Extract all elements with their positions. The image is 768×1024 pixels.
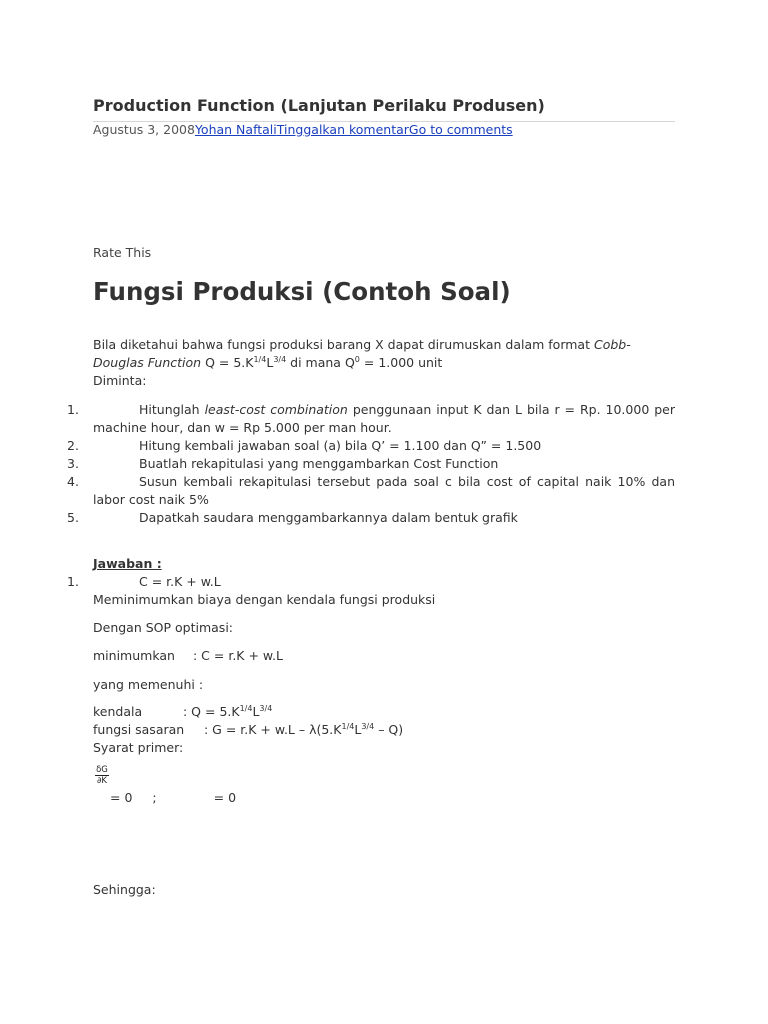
kendala-row: kendala : $Q = 5.K^{1/4}L^{3/4}$ [93, 704, 273, 719]
intro-line-2: Douglas Function $Q = 5.K^{1/4}L^{3/4}$ di mana $Q^0 = 1.000$ unit [93, 355, 443, 370]
list-item: 2. Hitung kembali jawaban soal (a) bila Q’ = 1.100 dan Q” = 1.500 [67, 438, 542, 453]
leave-comment-link[interactable]: Tinggalkan komentar [276, 122, 409, 137]
sehingga-label: Sehingga: [93, 882, 156, 897]
syarat-primer-label: Syarat primer: [93, 740, 184, 755]
answer-eq-1: 1. C = r.K + w.L [67, 574, 221, 589]
post-title: Production Function (Lanjutan Perilaku Produsen) [93, 96, 545, 115]
list-item: 3. Buatlah rekapitulasi yang menggambarkan Cost Function [67, 456, 499, 471]
diminta-label: Diminta: [93, 373, 147, 388]
first-order-conditions: = 0 ; = 0 [110, 790, 237, 805]
fungsi-sasaran-row: fungsi sasaran : $G = r.K + w.L - \lambda(5.K^{1/4}L^{3/4} - Q)$ [93, 722, 404, 737]
rate-this-label[interactable]: Rate This [93, 245, 152, 260]
memenuhi-label: yang memenuhi : [93, 677, 204, 692]
list-item: 5. Dapatkah saudara menggambarkannya dalam bentuk grafik [67, 510, 518, 525]
minimumkan-row: minimumkan : C = r.K + w.L [93, 648, 283, 663]
go-to-comments-link[interactable]: Go to comments [408, 122, 513, 137]
question-list [67, 401, 675, 527]
author-link[interactable]: Yohan Naftali [194, 122, 277, 137]
list-item: 4. Susun kembali rekapitulasi tersebut pada soal c bila cost of capital naik 10% dan labor cost naik 5% [67, 474, 675, 507]
partial-derivative-fraction: δG ∂K [96, 765, 108, 786]
answer-line-3: Dengan SOP optimasi: [93, 620, 234, 635]
article-heading: Fungsi Produksi (Contoh Soal) [93, 277, 511, 306]
post-date: Agustus 3, 2008 [93, 122, 195, 137]
answer-title: Jawaban : [93, 556, 162, 571]
intro-line-1: Bila diketahui bahwa fungsi produksi barang X dapat dirumuskan dalam format Cobb- [93, 337, 631, 352]
post-meta [93, 122, 513, 137]
list-item: 1. Hitunglah least-cost combination penggunaan input K dan L bila r = Rp. 10.000 per machine hour, dan w = Rp 5.000 per man hour. [67, 402, 675, 435]
intro-paragraph [93, 336, 675, 390]
answer-line-2: Meminimumkan biaya dengan kendala fungsi produksi [93, 592, 436, 607]
